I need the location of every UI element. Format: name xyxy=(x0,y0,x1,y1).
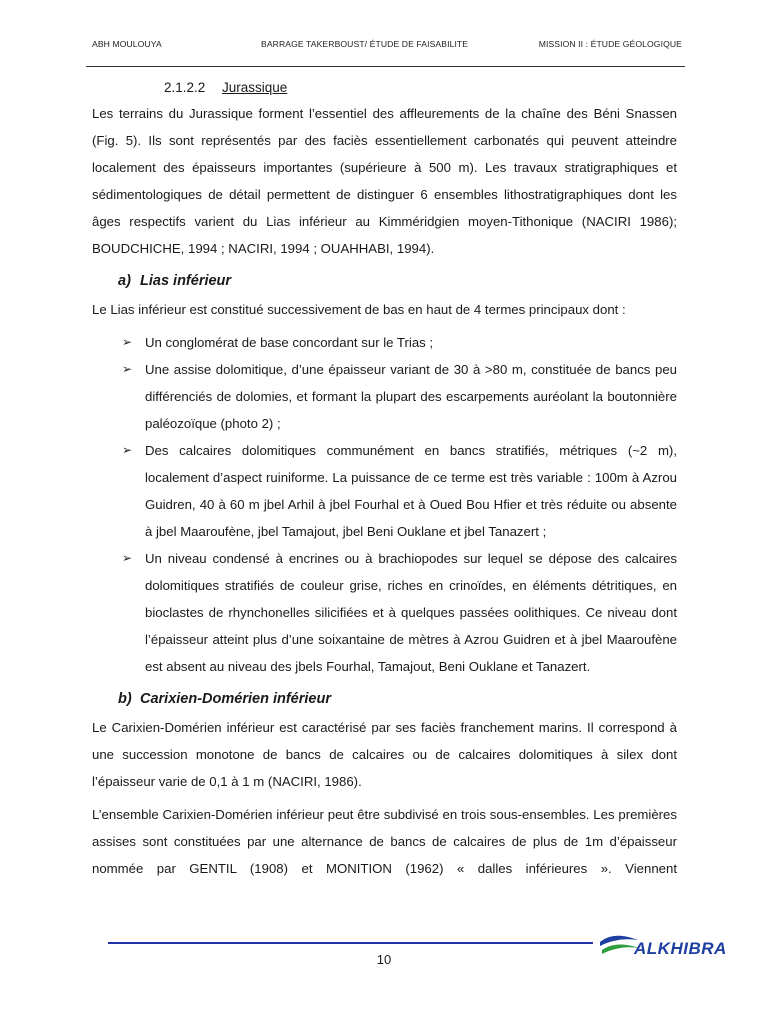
subsection-b-paragraph-2: L’ensemble Carixien-Domérien inférieur peut être subdivisé en trois sous-ensembles. Les premières assises sont constituées par une alternance de bancs de calcaires de plus de 1m d’épaisseur nommée par GENTIL (1908) et MONITION (1962) « dalles inférieures ». Viennent xyxy=(92,807,677,876)
arrow-bullet-icon: ➢ xyxy=(122,443,133,457)
section-heading xyxy=(164,78,677,98)
subsection-a-letter: a) xyxy=(118,273,131,289)
section-intro-paragraph: Les terrains du Jurassique forment l’essentiel des affleurements de la chaîne des Béni Snassen (Fig. 5). Ils sont représentés par des faciès essentiellement carbonatés qui peuvent atteindre localement des épaisseurs importantes (supérieure à 500 m). Les travaux stratigraphiques et sédimentologiques de détail permettent de distinguer 6 ensembles lithostratigraphiques dont les âges respectifs varient du Lias inférieur au Kimméridgien moyen-Tithonique (NACIRI 1986); BOUDCHICHE, 1994 ; NACIRI, 1994 ; OUAHHABI, 1994). xyxy=(92,106,677,256)
section-title: Jurassique xyxy=(222,80,288,95)
list-item xyxy=(92,329,677,356)
list-item-text: Des calcaires dolomitiques communément en bancs stratifiés, métriques (~2 m), localement d’aspect ruiniforme. La puissance de ce terme est très variable : 100m à Azrou Guidren, 40 à 60 m jbel Arhil à jbel Fourhal et à Oued Bou Hfier et très réduite ou absente à jbel Maaroufène, jbel Tamajout, jbel Beni Ouklane et jbel Tanazert ; xyxy=(145,443,677,539)
subsection-b-paragraph-1: Le Carixien-Domérien inférieur est caractérisé par ses faciès franchement marins. Il correspond à une succession monotone de bancs de calcaires ou de calcaires dolomitiques à silex dont l’épaisseur varie de 0,1 à 1 m (NACIRI, 1986). xyxy=(92,720,677,789)
header-left: ABH MOULOUYA xyxy=(92,39,162,49)
list-item xyxy=(92,545,677,680)
list-item-text: Un niveau condensé à encrines ou à brachiopodes sur lequel se dépose des calcaires dolomitiques stratifiés de couleur grise, riches en crinoïdes, en éléments détritiques, en bioclastes de rhynchonelles silicifiées et à quelques passées oolithiques. Ce niveau dont l’épaisseur atteint plus d’une soixantaine de mètres à Azrou Guidren et à jbel Maaroufène est absent au niveau des jbels Fourhal, Tamajout, Beni Ouklane et Tanazert. xyxy=(145,551,677,674)
section-number: 2.1.2.2 xyxy=(164,80,206,95)
list-item xyxy=(92,437,677,545)
header-center: BARRAGE TAKERBOUST/ ÉTUDE DE FAISABILITE xyxy=(261,39,469,49)
subsection-a-title: Lias inférieur xyxy=(140,273,232,289)
subsection-b-title: Carixien-Domérien inférieur xyxy=(140,691,331,707)
header-rule xyxy=(86,66,685,67)
document-body xyxy=(92,78,677,882)
list-item-text: Une assise dolomitique, d’une épaisseur variant de 30 à >80 m, constituée de bancs peu différenciés de dolomies, et formant la plupart des escarpements auréolant la boutonnière paléozoïque (photo 2) ; xyxy=(145,362,677,431)
arrow-bullet-icon: ➢ xyxy=(122,362,133,376)
page-number: 10 xyxy=(376,952,392,967)
subsection-b-heading xyxy=(118,684,677,714)
list-item xyxy=(92,356,677,437)
footer-rule xyxy=(108,942,593,944)
arrow-bullet-icon: ➢ xyxy=(122,551,133,565)
list-item-text: Un conglomérat de base concordant sur le Trias ; xyxy=(145,335,434,350)
page-header xyxy=(92,39,682,53)
alkhibra-logo xyxy=(598,930,738,964)
subsection-a-intro: Le Lias inférieur est constitué successivement de bas en haut de 4 termes principaux dont : xyxy=(92,302,626,317)
subsection-b-letter: b) xyxy=(118,691,132,707)
arrow-bullet-icon: ➢ xyxy=(122,335,133,349)
lias-bullet-list xyxy=(92,329,677,680)
logo-text: ALKHIBRA xyxy=(634,939,727,958)
header-right: MISSION II : ÉTUDE GÉOLOGIQUE xyxy=(538,39,682,49)
subsection-a-heading xyxy=(118,266,677,296)
